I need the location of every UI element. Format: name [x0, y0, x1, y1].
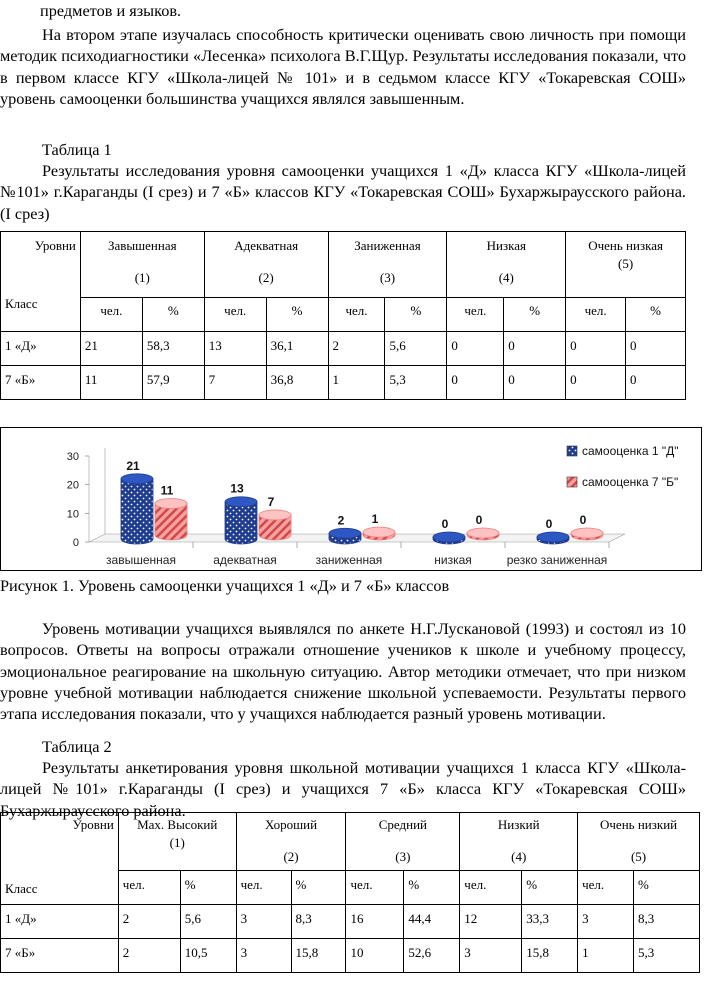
- table-cell: 7: [204, 366, 266, 400]
- table-cell: 0: [626, 366, 686, 400]
- table-cell: 8,3: [291, 905, 346, 939]
- table-cell: 0: [504, 332, 566, 366]
- table-row: [1, 366, 686, 400]
- table1-header-level: [566, 232, 686, 298]
- legend-swatch: [567, 477, 577, 487]
- data-label: 2: [337, 513, 345, 528]
- table-cell: 33,3: [522, 905, 578, 939]
- table-cell: 16: [346, 905, 404, 939]
- table2-sub-percent: %: [180, 871, 236, 905]
- y-tick-label: 30: [66, 451, 79, 463]
- paragraph-motivation-text: Уровень мотивации учащихся выявлялся по анкете Н.Г.Лускановой (1993) и состоял из 10 вопросов. Ответы на вопросы отражали отношение учеников к школе и учебному процессу, эмоциональное реагирование на школьную ситуацию. Автор методики отмечает, что при низком уровне учебной мотивации наблюдается снижение школьной успеваемости. Результаты первого этапа исследования показали, что у учащихся наблюдается разный уровень мотивации.: [0, 619, 686, 724]
- table1-sub-percent: %: [626, 298, 686, 332]
- table-cell: 1: [578, 939, 634, 973]
- table-cell: 5,3: [385, 366, 447, 400]
- chart-bar: [225, 502, 257, 544]
- table2-header-level-name: Низкий: [497, 817, 540, 832]
- table-cell: 36,1: [266, 332, 328, 366]
- table1-header-level: [204, 232, 328, 298]
- chart-bar-top: [571, 528, 603, 538]
- table-row: [1, 905, 700, 939]
- table-cell: 5,3: [634, 939, 700, 973]
- table-row: [1, 939, 700, 973]
- data-label: 1: [371, 512, 379, 527]
- data-label: 7: [267, 494, 275, 509]
- table-cell: 52,6: [404, 939, 460, 973]
- table1-header-level: [328, 232, 447, 298]
- table1-header-level-num: (4): [498, 270, 514, 285]
- x-tick-label: низкая: [434, 553, 472, 567]
- table2-sub-count: чел.: [460, 871, 522, 905]
- table-cell: 44,4: [404, 905, 460, 939]
- chart-bar-top: [433, 532, 465, 542]
- table1-header-level: [80, 232, 204, 298]
- table-cell: 1: [328, 366, 385, 400]
- table1-sub-percent: %: [504, 298, 566, 332]
- table-cell: 0: [566, 366, 626, 400]
- table-cell: 5,6: [180, 905, 236, 939]
- table1-corner: [1, 232, 81, 332]
- table1-header-level: [447, 232, 566, 298]
- table1-header-level-num: (3): [379, 270, 396, 285]
- table1-sub-percent: %: [266, 298, 328, 332]
- table-cell: 13: [204, 332, 266, 366]
- table2-sub-percent: %: [634, 871, 700, 905]
- chart-bar-top: [121, 474, 153, 484]
- table-row: [1, 332, 686, 366]
- chart-bar-top: [155, 498, 187, 508]
- table1-sub-count: чел.: [204, 298, 266, 332]
- table2-header-level: [346, 813, 460, 871]
- table-cell: 0: [447, 332, 504, 366]
- table-cell: 0: [447, 366, 504, 400]
- table2-header-level-name: Средний: [378, 817, 428, 832]
- legend-label: самооценка 1 "Д": [582, 444, 679, 458]
- table1-header-level-num: (2): [258, 270, 274, 285]
- data-label: 0: [545, 517, 553, 531]
- x-tick-label: завышенная: [106, 553, 176, 567]
- table2-header-level-name: Мах. Высокий: [137, 817, 218, 832]
- table2-row-class: 1 «Д»: [1, 905, 119, 939]
- table-cell: 10: [346, 939, 404, 973]
- table2-header-level-num: (2): [283, 849, 299, 864]
- table1-corner-levels: Уровни: [34, 238, 76, 253]
- y-tick-label: 0: [72, 537, 79, 549]
- table-cell: 11: [80, 366, 142, 400]
- table-cell: 12: [460, 905, 522, 939]
- table-cell: 3: [236, 905, 291, 939]
- chart-plot-area: [67, 444, 679, 567]
- data-label: 0: [475, 513, 483, 527]
- y-tick-label: 20: [66, 479, 79, 492]
- table2-header-level-num: (3): [395, 849, 411, 864]
- table1-header-level-name: Заниженная: [354, 238, 421, 253]
- table1-label: Таблица 1: [42, 140, 112, 159]
- table1-caption-text: Результаты исследования уровня самооценки учащихся 1 «Д» класса КГУ «Школа-лицей №101» г.Караганды (I срез) и 7 «Б» классов КГУ «Токаревская СОШ» Бухаржыраусского района. (I срез): [0, 161, 686, 223]
- table2-header-level-num: (1): [169, 835, 185, 850]
- chart-bar-top: [467, 528, 499, 538]
- x-tick-label: адекватная: [213, 553, 277, 567]
- table-cell: 3: [460, 939, 522, 973]
- table1-header-level-name: Адекватная: [234, 238, 299, 253]
- table2-label: Таблица 2: [42, 737, 112, 756]
- y-tick-label: 10: [66, 508, 79, 521]
- table2-sub-percent: %: [291, 871, 346, 905]
- figure-caption: Рисунок 1. Уровень самооценки учащихся 1 «Д» и 7 «Б» классов: [0, 576, 450, 595]
- table1-sub-percent: %: [385, 298, 447, 332]
- chart-bar: [121, 479, 153, 544]
- chart-bar-top: [363, 527, 395, 537]
- table2-header-level-num: (4): [511, 849, 527, 864]
- legend-swatch: [567, 446, 577, 456]
- table1-sub-percent: %: [142, 298, 204, 332]
- table2-corner-levels: Уровни: [72, 817, 114, 832]
- table2-sub-count: чел.: [578, 871, 634, 905]
- table1-header-level-name: Низкая: [486, 238, 526, 253]
- table1-caption: [0, 160, 686, 224]
- table2-header-level: [578, 813, 700, 871]
- table-cell: 15,8: [291, 939, 346, 973]
- table1-sub-count: чел.: [80, 298, 142, 332]
- table-cell: 10,5: [180, 939, 236, 973]
- table2-caption-text: Результаты анкетирования уровня школьной мотивации учащихся 1 класса КГУ «Школа-лицей №101» г.Караганды (I срез) и учащихся 7 «Б» класса КГУ «Токаревская СОШ» Бухаржыраусского района.: [0, 758, 686, 820]
- table2-header-level-num: (5): [630, 849, 647, 864]
- table1-sub-count: чел.: [566, 298, 626, 332]
- table1-header-level-name: Завышенная: [108, 238, 177, 253]
- chart-bar-top: [537, 532, 569, 542]
- table-motivation: [0, 812, 700, 973]
- table2-corner-class: Класс: [5, 881, 38, 896]
- table-cell: 57,9: [142, 366, 204, 400]
- paragraph-stage-two: [0, 24, 686, 109]
- chart-bar-top: [329, 528, 361, 538]
- table2-sub-count: чел.: [118, 871, 180, 905]
- table-cell: 2: [118, 905, 180, 939]
- table2-sub-count: чел.: [236, 871, 291, 905]
- chart-bar-top: [259, 510, 291, 520]
- chart-bar: [155, 503, 187, 540]
- table-cell: 58,3: [142, 332, 204, 366]
- table1-header-level-num: (1): [134, 270, 150, 285]
- table-cell: 15,8: [522, 939, 578, 973]
- chart-bar-top: [225, 497, 257, 507]
- table-cell: 0: [626, 332, 686, 366]
- table1-row-class: 7 «Б»: [1, 366, 81, 400]
- table2-header-level: [118, 813, 236, 871]
- table2-header-level: [460, 813, 578, 871]
- data-label: 21: [126, 458, 140, 473]
- table1-corner-class: Класс: [5, 296, 38, 311]
- data-label: 13: [230, 481, 244, 496]
- table2-header-level-name: Очень низкий: [600, 817, 678, 832]
- data-label: 11: [160, 483, 174, 498]
- table-cell: 21: [80, 332, 142, 366]
- table2-header-level: [236, 813, 346, 871]
- x-tick-label: заниженная: [315, 553, 383, 567]
- chart-self-esteem: [0, 427, 702, 571]
- paragraph-stage-two-text: На втором этапе изучалась способность критически оценивать свою личность при помощи методик психодиагностики «Лесенка» психолога В.Г.Щур. Результаты исследования показали, что в первом классе КГУ «Школа-лицей № 101» и в седьмом классе КГУ «Токаревская СОШ» уровень самооценки большинства учащихся являлся завышенным.: [0, 25, 686, 108]
- table1-row-class: 1 «Д»: [1, 332, 81, 366]
- table2-header-level-name: Хороший: [265, 817, 318, 832]
- table-cell: 3: [578, 905, 634, 939]
- table-cell: 36,8: [266, 366, 328, 400]
- table2-row-class: 7 «Б»: [1, 939, 119, 973]
- table2-sub-count: чел.: [346, 871, 404, 905]
- table2-sub-percent: %: [404, 871, 460, 905]
- table-cell: 5,6: [385, 332, 447, 366]
- legend-label: самооценка 7 "Б": [582, 475, 679, 489]
- table-cell: 8,3: [634, 905, 700, 939]
- data-label: 0: [441, 517, 449, 531]
- table2-sub-percent: %: [522, 871, 578, 905]
- data-label: 0: [579, 513, 587, 527]
- table1-sub-count: чел.: [328, 298, 385, 332]
- table2-corner: [1, 813, 119, 905]
- paragraph-continuation: предметов и языков.: [40, 1, 182, 20]
- table-cell: 0: [504, 366, 566, 400]
- table-self-esteem: [0, 231, 686, 400]
- table1-header-level-num: (5): [617, 256, 634, 271]
- chart-svg: [1, 428, 701, 570]
- paragraph-motivation: [0, 618, 686, 724]
- table-cell: 2: [328, 332, 385, 366]
- table-cell: 3: [236, 939, 291, 973]
- table-cell: 2: [118, 939, 180, 973]
- table-cell: 0: [566, 332, 626, 366]
- x-tick-label: резко заниженная: [506, 553, 608, 567]
- table1-header-level-name: Очень низкая: [588, 238, 663, 253]
- table1-sub-count: чел.: [447, 298, 504, 332]
